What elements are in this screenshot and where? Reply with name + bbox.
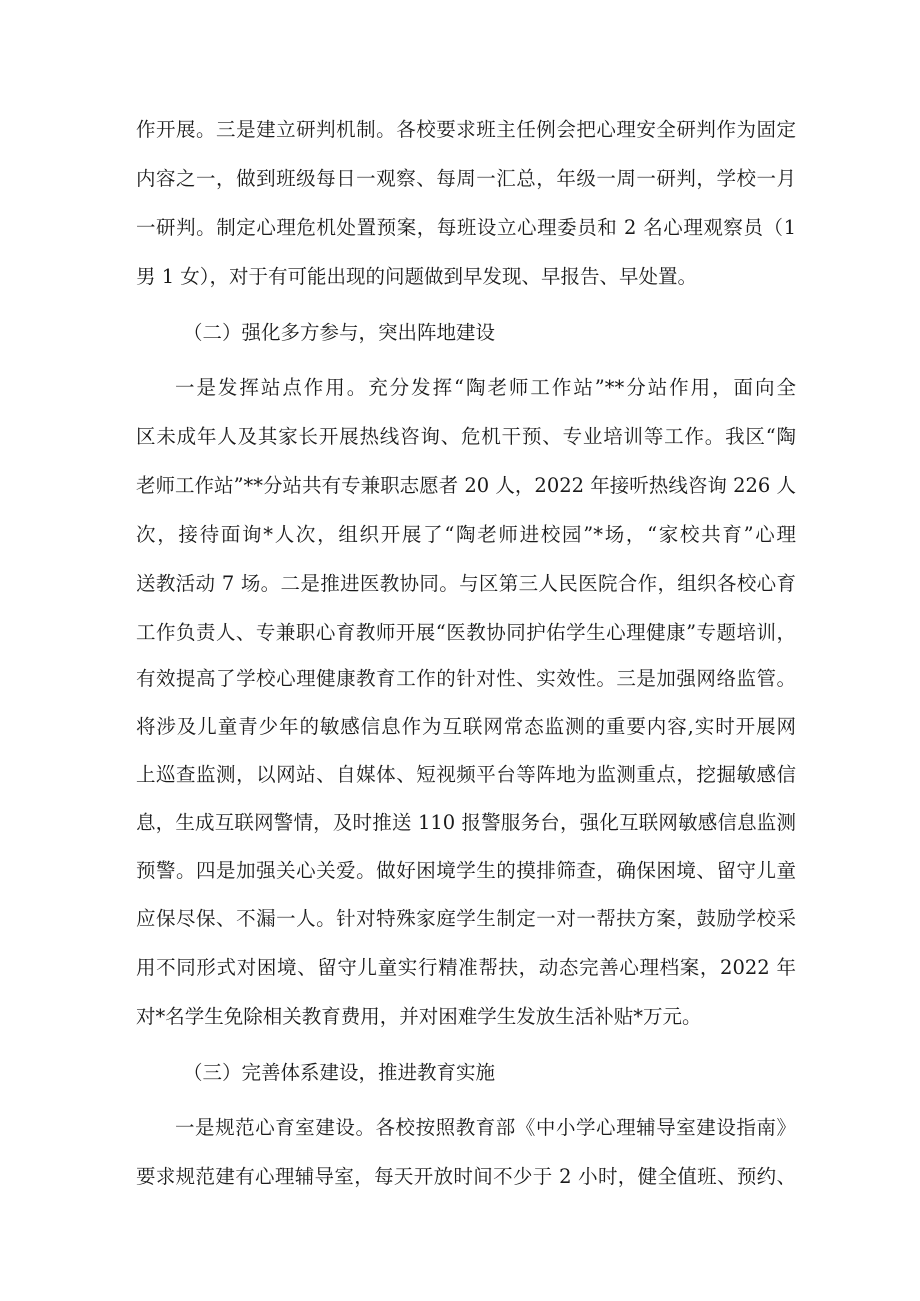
paragraph-2-line-11: 预警。四是加强关心关爱。做好困境学生的摸排筛查，确保困境、留守儿童 (136, 859, 796, 882)
paragraph-1-line-4: 男 1 女），对于有可能出现的问题做到早发现、早报告、早处置。 (136, 265, 698, 288)
paragraph-3-line-2: 要求规范建有心理辅导室，每天开放时间不少于 2 小时，健全值班、预约、 (136, 1165, 796, 1188)
paragraph-2-line-7: 有效提高了学校心理健康教育工作的针对性、实效性。三是加强网络监管。 (136, 667, 796, 690)
paragraph-2-line-2: 区未成年人及其家长开展热线咨询、危机干预、专业培训等工作。我区“陶 (136, 425, 796, 448)
paragraph-1-line-2: 内容之一，做到班级每日一观察、每周一汇总，年级一周一研判，学校一月 (136, 167, 796, 190)
section-heading-2: （二）强化多方参与，突出阵地建设 (183, 321, 496, 344)
paragraph-2-line-3: 老师工作站”**分站共有专兼职志愿者 20 人，2022 年接听热线咨询 226 人 (136, 474, 796, 497)
paragraph-1-line-3: 一研判。制定心理危机处置预案，每班设立心理委员和 2 名心理观察员（1 (136, 216, 796, 239)
paragraph-2-line-14: 对*名学生免除相关教育费用，并对困难学生发放生活补贴*万元。 (136, 1005, 702, 1028)
paragraph-2-line-4: 次，接待面询*人次，组织开展了“陶老师进校园”*场，“家校共育”心理 (136, 523, 796, 546)
paragraph-2-line-13: 用不同形式对困境、留守儿童实行精准帮扶，动态完善心理档案，2022 年 (136, 956, 796, 979)
paragraph-2-line-6: 工作负责人、专兼职心育教师开展“医教协同护佑学生心理健康”专题培训， (136, 621, 796, 644)
paragraph-1-line-1: 作开展。三是建立研判机制。各校要求班主任例会把心理安全研判作为固定 (136, 118, 796, 141)
paragraph-3-line-1: 一是规范心育室建设。各校按照教育部《中小学心理辅导室建设指南》 (175, 1116, 796, 1139)
paragraph-2-line-8: 将涉及儿童青少年的敏感信息作为互联网常态监测的重要内容,实时开展网 (136, 715, 796, 738)
paragraph-2-line-12: 应保尽保、不漏一人。针对特殊家庭学生制定一对一帮扶方案，鼓励学校采 (136, 907, 796, 930)
paragraph-2-line-10: 息，生成互联网警情，及时推送 110 报警服务台，强化互联网敏感信息监测 (136, 811, 796, 834)
paragraph-2-line-1: 一是发挥站点作用。充分发挥“陶老师工作站”**分站作用，面向全 (175, 376, 796, 399)
paragraph-2-line-5: 送教活动 7 场。二是推进医教协同。与区第三人民医院合作，组织各校心育 (136, 572, 796, 595)
paragraph-2-line-9: 上巡查监测，以网站、自媒体、短视频平台等阵地为监测重点，挖掘敏感信 (136, 763, 796, 786)
section-heading-3: （三）完善体系建设，推进教育实施 (183, 1061, 496, 1084)
